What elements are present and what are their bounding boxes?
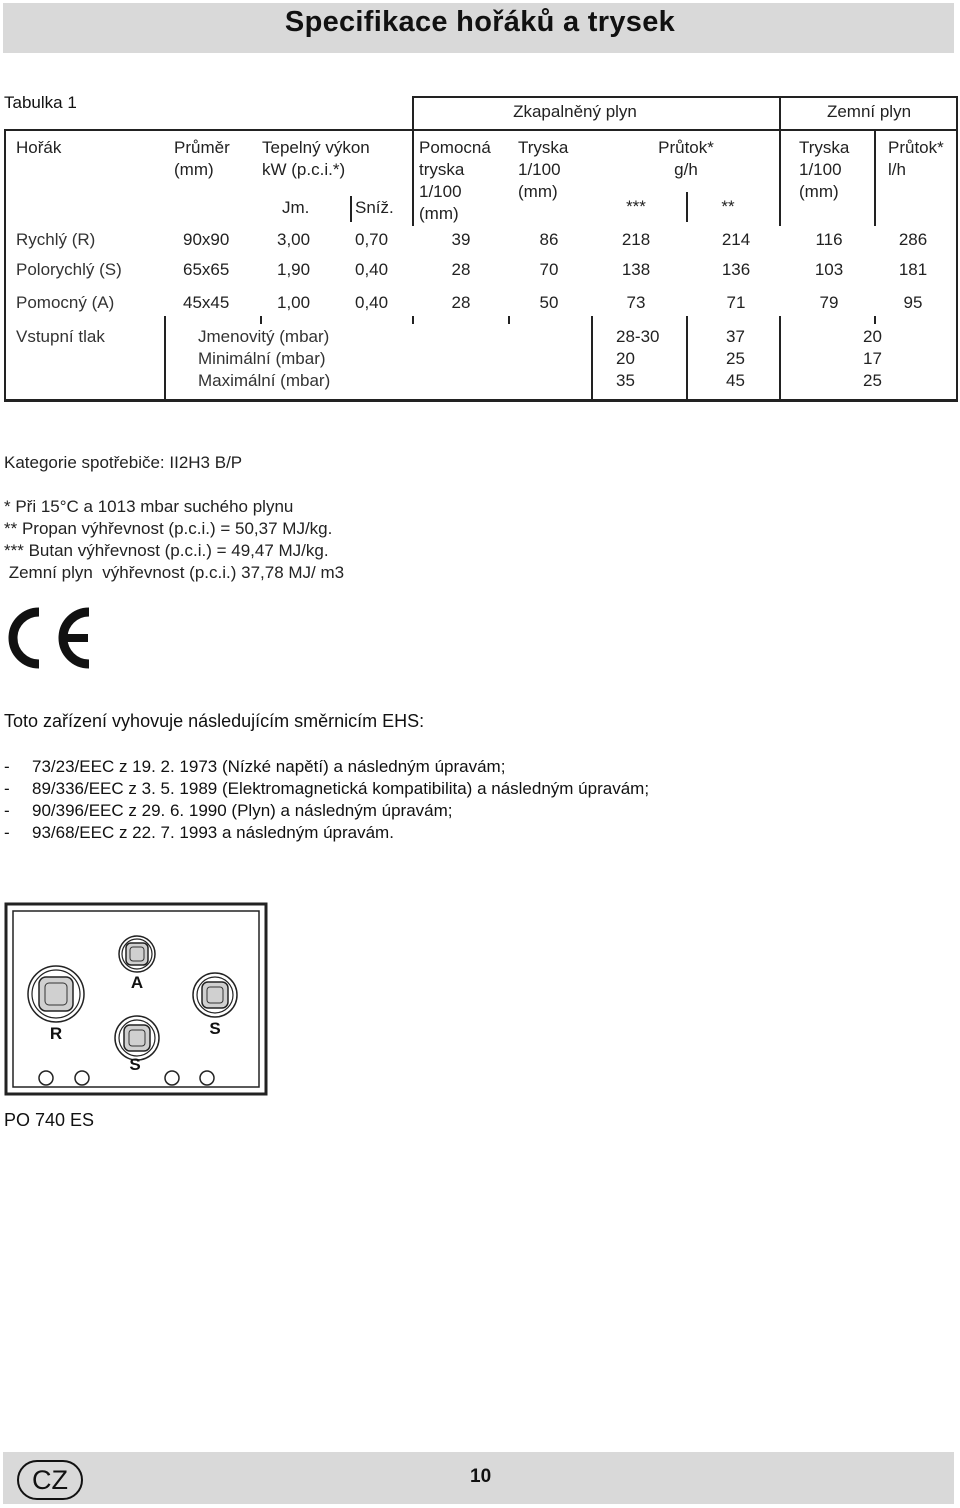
directive-text: 89/336/EEC z 3. 5. 1989 (Elektromagnetická kompatibilita) a následným úpravám;: [32, 779, 650, 798]
table-line: [164, 316, 166, 324]
pressure-label: Vstupní tlak: [16, 327, 105, 346]
cell-bypass: 39: [451, 230, 471, 249]
burner-label-a: A: [130, 973, 144, 992]
cell-butane-pressure: 35: [616, 371, 635, 390]
list-item: [4, 778, 649, 800]
table-line: [779, 96, 781, 226]
cell-butane-flow: 73: [626, 293, 646, 312]
pressure-row-label: Minimální (mbar): [198, 349, 326, 368]
header-burner: Hořák: [16, 138, 62, 157]
footnotes: [4, 496, 344, 584]
model-name: PO 740 ES: [4, 1110, 95, 1130]
header-lpg-flow: Průtok*: [658, 138, 714, 157]
cell-ng-flow: 286: [898, 230, 928, 249]
cell-power-reduced: 0,70: [355, 230, 389, 249]
header-power-nominal: Jm.: [282, 198, 310, 217]
cell-propane-pressure: 37: [726, 327, 745, 346]
header-bypass-2: tryska: [419, 160, 465, 179]
control-knob-icon: [39, 1071, 53, 1085]
burner-label-r: R: [49, 1024, 63, 1043]
header-ng-nozzle-2: 1/100: [799, 160, 842, 179]
header-lpg-nozzle-3: (mm): [518, 182, 558, 201]
directive-text: 93/68/EEC z 22. 7. 1993 a následným úpravám.: [32, 823, 394, 842]
burner-a-icon: [119, 936, 155, 972]
header-lpg-nozzle: Tryska: [518, 138, 569, 157]
table-line: [412, 96, 958, 98]
header-diameter-unit: (mm): [174, 160, 214, 179]
bullet-dash: -: [4, 801, 10, 820]
appliance-category: Kategorie spotřebiče: II2H3 B/P: [4, 453, 243, 472]
header-bypass-4: (mm): [419, 204, 459, 223]
header-lpg-flow-unit: g/h: [674, 160, 698, 179]
header-diameter: Průměr: [174, 138, 230, 157]
table-line: [4, 130, 6, 401]
footnote: *** Butan výhřevnost (p.c.i.) = 49,47 MJ/kg.: [4, 541, 329, 560]
pressure-row-label: Jmenovitý (mbar): [198, 327, 330, 346]
table-line: [686, 324, 688, 400]
cell-diameter: 45x45: [183, 293, 230, 312]
cell-butane-flow: 218: [621, 230, 651, 249]
row-burner-name: Rychlý (R): [16, 230, 96, 249]
footnote: Zemní plyn výhřevnost (p.c.i.) 37,78 MJ/ m3: [4, 563, 345, 582]
table-line: [4, 129, 958, 131]
header-power-reduced: Sníž.: [355, 198, 394, 217]
cell-lpg-nozzle: 70: [539, 260, 559, 279]
cell-propane-flow: 136: [721, 260, 751, 279]
burner-label-s-bottom: S: [129, 1055, 141, 1074]
header-ng-flow-unit: l/h: [888, 160, 906, 179]
header-butane: ***: [626, 197, 646, 216]
row-burner-name: Pomocný (A): [16, 293, 115, 312]
page-title: Specifikace hořáků a trysek: [284, 6, 676, 38]
cell-propane-flow: 71: [726, 293, 746, 312]
table-line: [260, 316, 262, 324]
cell-bypass: 28: [451, 260, 471, 279]
cell-ng-flow: 95: [903, 293, 923, 312]
header-lpg-nozzle-2: 1/100: [518, 160, 561, 179]
cell-lpg-nozzle: 50: [539, 293, 559, 312]
page-number: 10: [470, 1466, 492, 1487]
table-line: [779, 324, 781, 400]
table-line: [591, 316, 593, 324]
cell-propane-pressure: 45: [726, 371, 745, 390]
header-power-unit: kW (p.c.i.*): [262, 160, 346, 179]
cell-lpg-nozzle: 86: [539, 230, 559, 249]
table-line: [874, 316, 876, 324]
control-knob-icon: [165, 1071, 179, 1085]
group-header-natural-gas: Zemní plyn: [826, 102, 912, 121]
pressure-row-label: Maximální (mbar): [198, 371, 331, 390]
cell-ng-nozzle: 103: [814, 260, 844, 279]
cell-bypass: 28: [451, 293, 471, 312]
table-line: [956, 96, 958, 401]
header-ng-nozzle: Tryska: [799, 138, 850, 157]
cell-diameter: 90x90: [183, 230, 230, 249]
row-burner-name: Polorychlý (S): [16, 260, 122, 279]
header-power: Tepelný výkon: [262, 138, 370, 157]
list-item: [4, 822, 649, 844]
control-knob-icon: [200, 1071, 214, 1085]
hob-layout-diagram: [4, 902, 268, 1096]
cell-butane-flow: 138: [621, 260, 651, 279]
control-knob-icon: [75, 1071, 89, 1085]
table-line: [412, 96, 414, 226]
bullet-dash: -: [4, 757, 10, 776]
list-item: [4, 756, 649, 778]
language-badge: CZ: [17, 1460, 83, 1500]
cell-diameter: 65x65: [183, 260, 230, 279]
cell-ng-nozzle: 79: [819, 293, 839, 312]
table-line: [4, 399, 958, 402]
directives-title: Toto zařízení vyhovuje následujícím směrnicím EHS:: [4, 711, 425, 731]
cell-power-reduced: 0,40: [355, 293, 389, 312]
table-line: [591, 324, 593, 400]
table-caption: Tabulka 1: [4, 93, 77, 112]
cell-butane-pressure: 28-30: [616, 327, 660, 346]
cell-propane-flow: 214: [721, 230, 751, 249]
cell-butane-pressure: 20: [616, 349, 635, 368]
header-ng-flow: Průtok*: [888, 138, 944, 157]
header-propane: **: [721, 197, 735, 216]
bullet-dash: -: [4, 779, 10, 798]
directive-list: [4, 756, 649, 844]
cell-propane-pressure: 25: [726, 349, 745, 368]
table-line: [164, 324, 166, 400]
footer-bar: [3, 1452, 954, 1504]
cell-ng-pressure: 25: [863, 371, 882, 390]
header-ng-nozzle-3: (mm): [799, 182, 839, 201]
bullet-dash: -: [4, 823, 10, 842]
burner-label-s-right: S: [209, 1019, 221, 1038]
header-bypass-3: 1/100: [419, 182, 462, 201]
table-line: [412, 316, 414, 324]
directive-text: 73/23/EEC z 19. 2. 1973 (Nízké napětí) a následným úpravám;: [32, 757, 506, 776]
cell-ng-pressure: 17: [863, 349, 882, 368]
burner-s-right-icon: [193, 973, 237, 1017]
table-line: [350, 196, 352, 222]
cell-ng-nozzle: 116: [815, 230, 843, 249]
burner-s-bottom-icon: [115, 1016, 159, 1060]
cell-power-nominal: 3,00: [277, 230, 311, 249]
cell-ng-pressure: 20: [863, 327, 882, 346]
burner-r-icon: [28, 966, 84, 1022]
table-line: [686, 316, 688, 324]
cell-power-nominal: 1,90: [277, 260, 311, 279]
footnote: * Při 15°C a 1013 mbar suchého plynu: [4, 497, 294, 516]
table-line: [508, 316, 510, 324]
ce-mark-logo: [8, 606, 98, 670]
list-item: [4, 800, 649, 822]
directive-text: 90/396/EEC z 29. 6. 1990 (Plyn) a následným úpravám;: [32, 801, 453, 820]
table-line: [686, 192, 688, 222]
table-line: [874, 130, 876, 226]
table-line: [779, 316, 781, 324]
header-bypass: Pomocná: [419, 138, 491, 157]
group-header-lpg: Zkapalněný plyn: [513, 102, 637, 121]
cell-power-nominal: 1,00: [277, 293, 311, 312]
footnote: ** Propan výhřevnost (p.c.i.) = 50,37 MJ/kg.: [4, 519, 333, 538]
cell-ng-flow: 181: [898, 260, 928, 279]
cell-power-reduced: 0,40: [355, 260, 389, 279]
